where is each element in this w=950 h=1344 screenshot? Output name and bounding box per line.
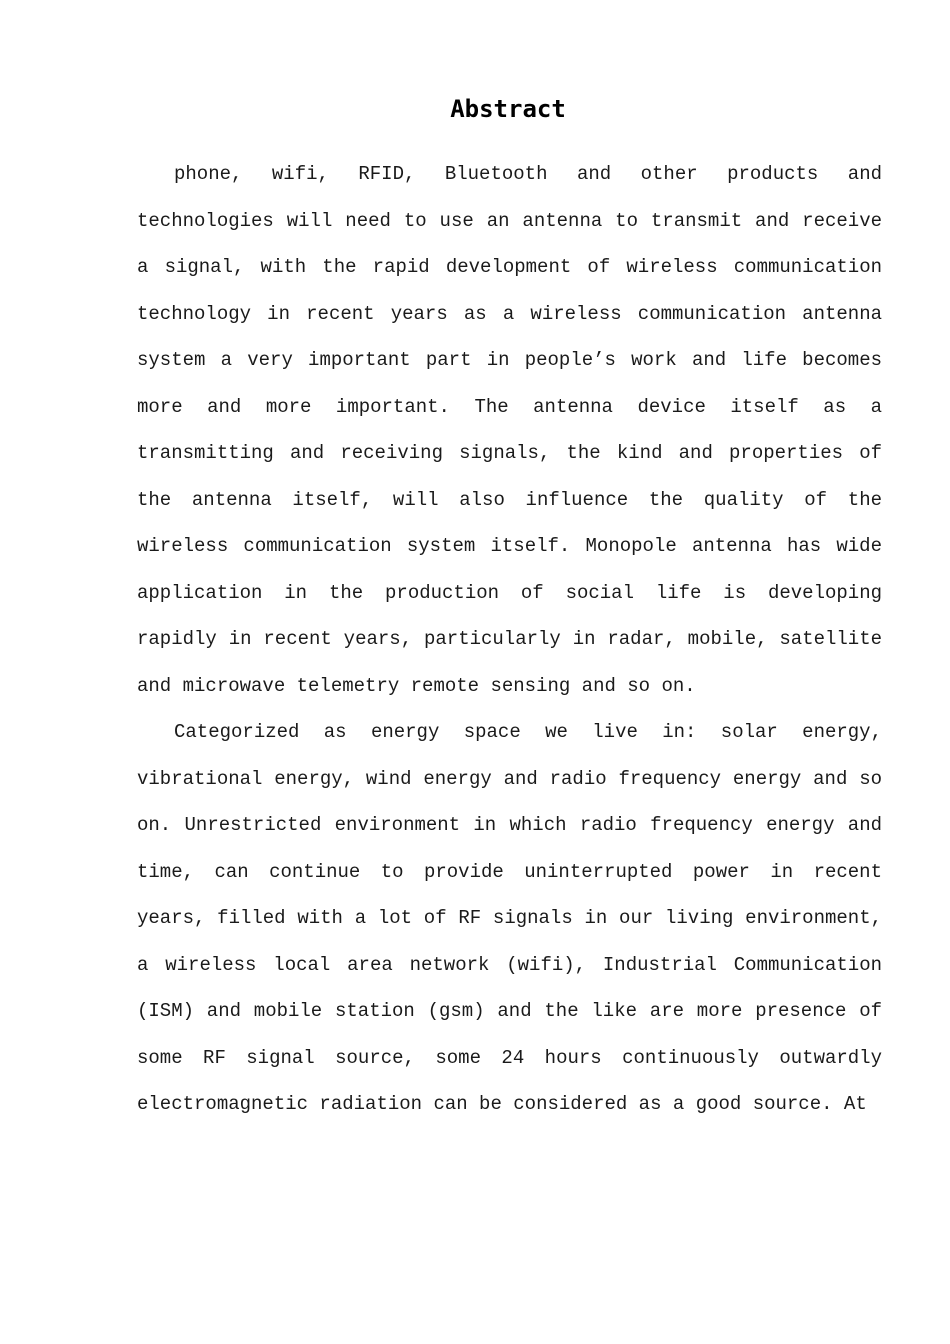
abstract-body (137, 151, 882, 1128)
page-title: Abstract (450, 95, 566, 123)
abstract-paragraph-2: Categorized as energy space we live in: solar energy, vibrational energy, wind energy and radio frequency energy and so on. Unrestricted environment in which radio frequency energy and time, can continue to provide uninterrupted power in recent years, filled with a lot of RF signals in our living environment, a wireless local area network (wifi), Industrial Communication (ISM) and mobile station (gsm) and the like are more presence of some RF signal source, some 24 hours continuously outwardly electromagnetic radiation can be considered as a good source. At (137, 721, 882, 1115)
abstract-paragraph-1: phone, wifi, RFID, Bluetooth and other products and technologies will need to use an antenna to transmit and receive a signal, with the rapid development of wireless communication technology in recent years as a wireless communication antenna system a very important part in people’s work and life becomes more and more important. The antenna device itself as a transmitting and receiving signals, the kind and properties of the antenna itself, will also influence the quality of the wireless communication system itself. Monopole antenna has wide application in the production of social life is developing rapidly in recent years, particularly in radar, mobile, satellite and microwave telemetry remote sensing and so on. (137, 163, 882, 697)
